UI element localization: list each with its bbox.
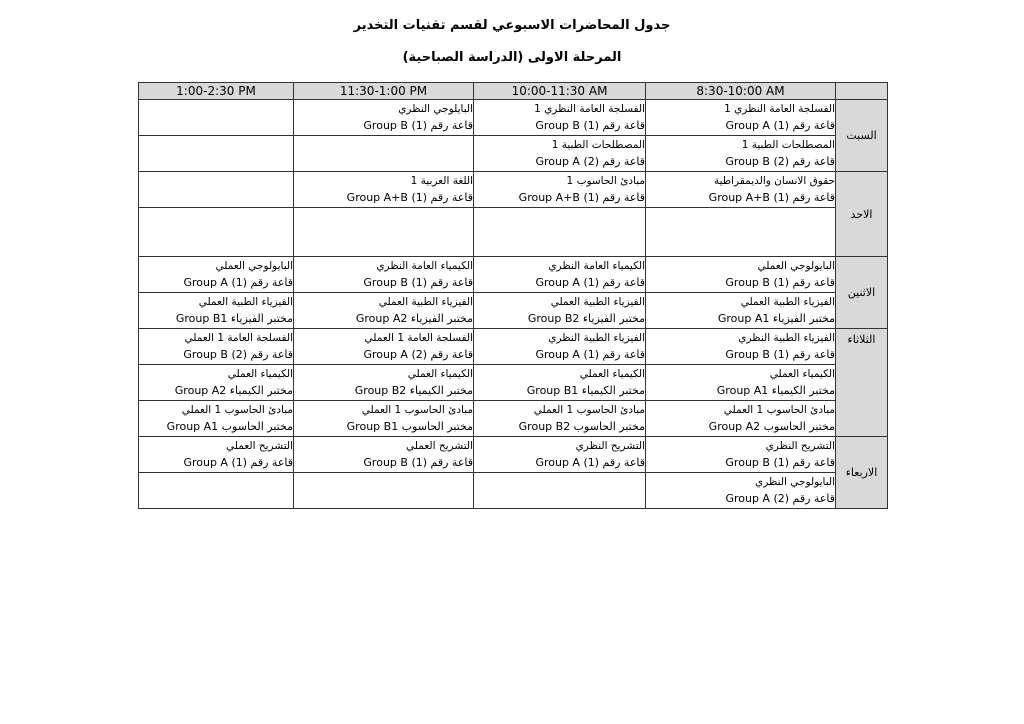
- time-header: 1:00-2:30 PM: [139, 83, 294, 100]
- course-name: الفيزياء الطبية العملي: [550, 296, 645, 308]
- room-group: قاعة رقم (1) Group B: [363, 119, 473, 132]
- day-header-corner: [836, 83, 888, 100]
- course-name: الكيمياء العملي: [407, 368, 473, 380]
- room-group: قاعة رقم (2) Group A: [535, 155, 645, 168]
- room-group: قاعة رقم (2) Group A: [363, 348, 473, 361]
- schedule-row: [139, 365, 888, 401]
- room-group: مختبر الفيزياء Group B2: [527, 312, 645, 325]
- course-name: [294, 208, 473, 209]
- course-name: التشريح النظري: [765, 440, 835, 452]
- schedule-row: [139, 100, 888, 136]
- schedule-cell: [646, 257, 836, 293]
- schedule-cell: [139, 208, 294, 257]
- schedule-cell: [474, 401, 646, 437]
- schedule-cell: [294, 329, 474, 365]
- schedule-row: [139, 136, 888, 172]
- course-name: الكيمياء العملي: [579, 368, 645, 380]
- room-group: مختبر الكيمياء Group B2: [354, 384, 473, 397]
- course-name: [474, 473, 645, 474]
- schedule-cell: [139, 257, 294, 293]
- room-group: قاعة رقم (1) Group A+B: [708, 191, 835, 204]
- schedule-cell: [646, 293, 836, 329]
- course-name: المصطلحات الطبية 1: [741, 139, 835, 151]
- course-name: مبادئ الحاسوب 1: [566, 175, 645, 187]
- course-name: الفسلجة العامة 1 العملي: [184, 332, 293, 344]
- schedule-cell: [139, 293, 294, 329]
- schedule-cell: [139, 401, 294, 437]
- room-group: قاعة رقم (1) Group B: [725, 276, 835, 289]
- room-group: قاعة رقم (1) Group A: [183, 276, 293, 289]
- schedule-cell: [139, 172, 294, 208]
- schedule-row: [139, 473, 888, 509]
- room-group: مختبر الكيمياء Group A2: [174, 384, 293, 397]
- schedule-cell: [646, 437, 836, 473]
- schedule-row: [139, 208, 888, 257]
- room-group: قاعة رقم (1) Group B: [725, 348, 835, 361]
- course-name: الفيزياء الطبية العملي: [740, 296, 835, 308]
- room-group: قاعة رقم (1) Group B: [535, 119, 645, 132]
- course-name: مبادئ الحاسوب 1 العملي: [181, 404, 293, 416]
- room-group: مختبر الفيزياء Group B1: [175, 312, 293, 325]
- course-name: الفسلجة العامة 1 العملي: [364, 332, 473, 344]
- room-group: قاعة رقم (1) Group A: [535, 348, 645, 361]
- room-group: قاعة رقم (1) Group A: [535, 456, 645, 469]
- course-name: البايولوجي النظري: [755, 476, 835, 488]
- schedule-row: [139, 437, 888, 473]
- schedule-cell: [646, 365, 836, 401]
- schedule-cell: [294, 437, 474, 473]
- course-name: الفيزياء الطبية العملي: [198, 296, 293, 308]
- course-name: الفيزياء الطبية العملي: [378, 296, 473, 308]
- day-label: السبت: [836, 100, 888, 172]
- schedule-cell: [294, 365, 474, 401]
- course-name: اللغة العربية 1: [410, 175, 473, 187]
- schedule-cell: [474, 437, 646, 473]
- schedule-cell: [294, 172, 474, 208]
- course-name: الكيمياء العملي: [769, 368, 835, 380]
- schedule-cell: [646, 329, 836, 365]
- schedule-cell: [139, 365, 294, 401]
- course-name: [646, 208, 835, 209]
- course-name: [294, 473, 473, 474]
- page-title: جدول المحاضرات الاسبوعي لقسم تقنيات التخدير: [353, 18, 671, 33]
- course-name: [139, 136, 293, 137]
- schedule-row: [139, 172, 888, 208]
- schedule-row: [139, 401, 888, 437]
- schedule-cell: [139, 473, 294, 509]
- course-name: التشريح العملي: [406, 440, 473, 452]
- course-name: [294, 136, 473, 137]
- schedule-cell: [139, 437, 294, 473]
- time-header: 10:00-11:30 AM: [474, 83, 646, 100]
- room-group: مختبر الفيزياء Group A2: [355, 312, 473, 325]
- schedule-cell: [139, 100, 294, 136]
- course-name: [474, 208, 645, 209]
- time-header: 8:30-10:00 AM: [646, 83, 836, 100]
- schedule-row: [139, 293, 888, 329]
- room-group: قاعة رقم (1) Group A: [535, 276, 645, 289]
- schedule-cell: [139, 136, 294, 172]
- schedule-row: [139, 329, 888, 365]
- schedule-cell: [139, 329, 294, 365]
- course-name: [139, 100, 293, 101]
- schedule-cell: [474, 100, 646, 136]
- course-name: الكيمياء العامة النظري: [548, 260, 645, 272]
- schedule-cell: [294, 100, 474, 136]
- course-name: مبادئ الحاسوب 1 العملي: [533, 404, 645, 416]
- room-group: قاعة رقم (1) Group A: [725, 119, 835, 132]
- schedule-cell: [474, 136, 646, 172]
- room-group: قاعة رقم (1) Group A+B: [346, 191, 473, 204]
- day-label: الثلاثاء: [836, 329, 888, 437]
- room-group: قاعة رقم (2) Group B: [725, 155, 835, 168]
- course-name: [139, 473, 293, 474]
- schedule-table: [138, 82, 888, 509]
- room-group: قاعة رقم (1) Group A: [183, 456, 293, 469]
- course-name: المصطلحات الطبية 1: [551, 139, 645, 151]
- course-name: البايولوجي العملي: [757, 260, 835, 272]
- schedule-cell: [474, 257, 646, 293]
- course-name: مبادئ الحاسوب 1 العملي: [361, 404, 473, 416]
- room-group: قاعة رقم (1) Group B: [363, 276, 473, 289]
- course-name: الكيمياء العملي: [227, 368, 293, 380]
- day-label: الاحد: [836, 172, 888, 257]
- page-subtitle: المرحلة الاولى (الدراسة الصباحية): [402, 50, 622, 65]
- course-name: التشريح العملي: [226, 440, 293, 452]
- schedule-cell: [294, 401, 474, 437]
- course-name: الفسلجة العامة النظري 1: [534, 103, 645, 115]
- room-group: مختبر الحاسوب Group B1: [346, 420, 473, 433]
- schedule-row: [139, 257, 888, 293]
- course-name: الكيمياء العامة النظري: [376, 260, 473, 272]
- course-name: الفيزياء الطبية النظري: [738, 332, 835, 344]
- course-name: البايولوجي العملي: [215, 260, 293, 272]
- room-group: مختبر الكيمياء Group B1: [526, 384, 645, 397]
- room-group: قاعة رقم (2) Group A: [725, 492, 835, 505]
- schedule-cell: [646, 401, 836, 437]
- schedule-cell: [294, 208, 474, 257]
- course-name: [139, 208, 293, 209]
- room-group: قاعة رقم (1) Group A+B: [518, 191, 645, 204]
- schedule-cell: [294, 136, 474, 172]
- schedule-cell: [646, 208, 836, 257]
- time-header-row: [139, 83, 888, 100]
- schedule-cell: [294, 293, 474, 329]
- room-group: قاعة رقم (1) Group B: [725, 456, 835, 469]
- course-name: البايلوجي النظري: [398, 103, 473, 115]
- room-group: مختبر الفيزياء Group A1: [717, 312, 835, 325]
- schedule-cell: [474, 365, 646, 401]
- day-label: الاثنين: [836, 257, 888, 329]
- room-group: مختبر الكيمياء Group A1: [716, 384, 835, 397]
- schedule-cell: [474, 208, 646, 257]
- course-name: الفسلجة العامة النظري 1: [724, 103, 835, 115]
- schedule-cell: [474, 329, 646, 365]
- schedule-cell: [474, 293, 646, 329]
- course-name: مبادئ الحاسوب 1 العملي: [723, 404, 835, 416]
- schedule-cell: [294, 257, 474, 293]
- room-group: مختبر الحاسوب Group A2: [708, 420, 835, 433]
- schedule-cell: [646, 100, 836, 136]
- schedule-cell: [294, 473, 474, 509]
- course-name: الفيزياء الطبية النظري: [548, 332, 645, 344]
- schedule-cell: [646, 136, 836, 172]
- schedule-cell: [474, 172, 646, 208]
- course-name: [139, 172, 293, 173]
- schedule-cell: [474, 473, 646, 509]
- time-header: 11:30-1:00 PM: [294, 83, 474, 100]
- room-group: مختبر الحاسوب Group A1: [166, 420, 293, 433]
- room-group: مختبر الحاسوب Group B2: [518, 420, 645, 433]
- course-name: التشريح النظري: [575, 440, 645, 452]
- room-group: قاعة رقم (2) Group B: [183, 348, 293, 361]
- schedule-cell: [646, 172, 836, 208]
- room-group: قاعة رقم (1) Group B: [363, 456, 473, 469]
- course-name: حقوق الانسان والديمقراطية: [713, 175, 835, 187]
- day-label: الاربعاء: [836, 437, 888, 509]
- schedule-cell: [646, 473, 836, 509]
